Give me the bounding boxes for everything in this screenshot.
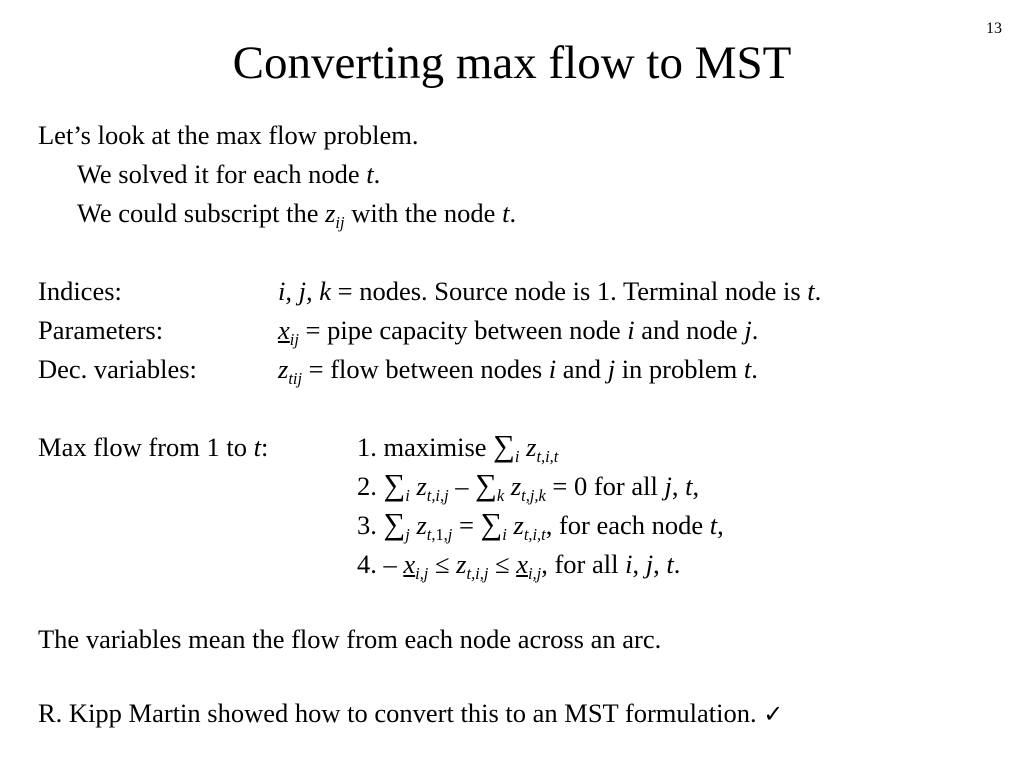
var-t: t — [743, 354, 752, 384]
intro-line-3 — [77, 198, 517, 232]
text: We could subscript the — [77, 198, 326, 228]
parameters-definition — [278, 315, 759, 349]
text: . — [373, 159, 381, 189]
text: , for all — [541, 549, 626, 579]
indices-label: Indices: — [38, 276, 122, 306]
var-i: i — [548, 354, 557, 384]
closing-line-1: The variables mean the flow from each node across an arc. — [38, 624, 662, 654]
text: 2. — [357, 471, 384, 501]
indices-definition — [278, 278, 821, 305]
text: = flow between nodes — [302, 354, 549, 384]
text: . — [751, 315, 759, 345]
var-j: j — [607, 354, 616, 384]
maxflow-label — [38, 434, 268, 461]
sub-ij: ij — [289, 329, 299, 349]
page-number: 13 — [986, 20, 1002, 37]
text: = nodes. Source node is 1. Terminal node is — [331, 276, 808, 306]
var-ijk: i, j, k — [278, 276, 331, 306]
text: and node — [634, 315, 745, 345]
text: . — [751, 354, 758, 384]
var-t: t — [366, 159, 374, 189]
text: 4. – — [357, 549, 404, 579]
text: in problem — [615, 354, 744, 384]
text: 3. — [357, 510, 384, 540]
text: and — [556, 354, 608, 384]
constraint-3: 3. $\sum_j$ $z_{t,1,j} = \sum_i$ $z_{t,i,t}$, for each node t, — [357, 507, 724, 544]
text: , for each node — [545, 510, 710, 540]
text: We solved it for each node — [77, 159, 367, 189]
text: = 0 for all — [545, 471, 665, 501]
intro-line-1: Let’s look at the max flow problem. — [38, 120, 419, 150]
closing-line-2 — [38, 700, 783, 727]
text: with the node — [344, 198, 503, 228]
text: R. Kipp Martin showed how to convert this to an MST formulation. — [38, 698, 757, 728]
sub-tij: tij — [288, 368, 303, 388]
parameters-label: Parameters: — [38, 315, 164, 345]
sub-ij: ij — [335, 212, 345, 232]
var-i: i — [627, 315, 635, 345]
decision-variables-label: Dec. variables: — [38, 354, 197, 384]
text: . — [509, 198, 517, 228]
text: . — [814, 276, 822, 306]
decision-variables-definition — [278, 354, 758, 388]
text: 1. maximise — [357, 432, 494, 462]
var-z: z — [325, 198, 336, 228]
constraint-4: 4. – $x_{i,j} \le z_{t,i,j} \le x_{i,j}$, for all i, j, t. — [357, 549, 681, 583]
var-z: z — [278, 354, 289, 384]
text: : — [261, 432, 269, 462]
checkmark-icon: ✓ — [763, 700, 784, 728]
constraint-1: 1. maximise $\sum_i$ $z_{t,i,t}$ — [357, 429, 559, 466]
text: = pipe capacity between node — [298, 315, 628, 345]
text: Max flow from 1 to — [38, 432, 254, 462]
var-t: t — [807, 276, 815, 306]
slide-title: Converting max flow to MST — [232, 37, 792, 89]
constraint-2: 2. $\sum_i$ $z_{t,i,j} - \sum_k$ $z_{t,j,k} = 0$ for all j, t, — [357, 468, 700, 505]
var-t: t — [502, 198, 510, 228]
intro-line-2 — [77, 161, 380, 188]
var-t: t — [253, 432, 262, 462]
var-j: j — [744, 315, 752, 345]
var-x-lower-bound: x — [278, 315, 290, 345]
